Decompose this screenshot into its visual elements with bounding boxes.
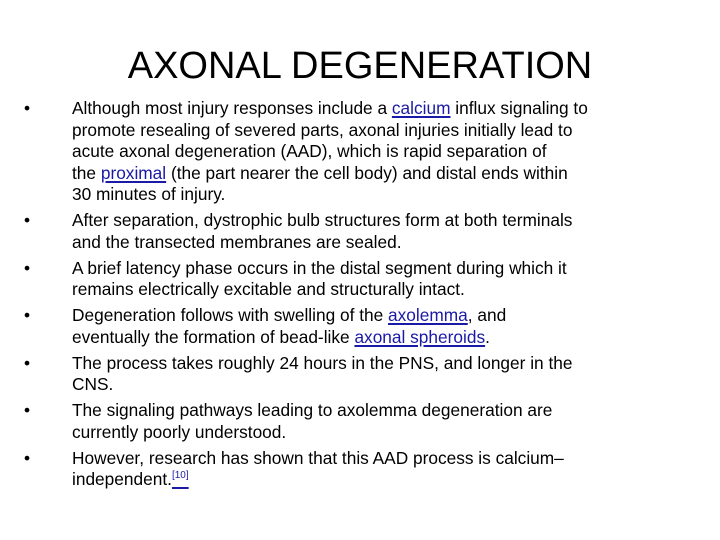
slide-title: AXONAL DEGENERATION (127, 45, 593, 87)
bullet-item (24, 258, 704, 301)
hyperlink[interactable]: proximal (100, 162, 167, 183)
text-segment: influx signaling to (450, 98, 588, 118)
bullet-line (72, 98, 704, 120)
text-segment: After separation, dystrophic bulb structures form at both terminals (72, 210, 573, 230)
bullet-list (24, 98, 704, 491)
bullet-item (24, 305, 704, 348)
text-segment: eventually the formation of bead-like (72, 326, 355, 347)
text-segment: The signaling pathways leading to axolemma degeneration are (72, 400, 553, 420)
text-segment: the (72, 162, 101, 183)
text-segment: . (485, 326, 490, 347)
text-segment: Degeneration follows with swelling of the (72, 305, 389, 325)
text-segment: 30 minutes of injury. (72, 184, 226, 204)
bullet-line (72, 120, 704, 142)
bullet-line (72, 327, 704, 349)
bullet-line (72, 353, 704, 375)
text-segment: independent. (72, 469, 172, 489)
bullet-item (24, 353, 704, 396)
hyperlink[interactable]: axolemma (388, 305, 468, 325)
bullet-icon: • (24, 400, 31, 420)
bullet-line (72, 469, 704, 491)
text-segment: , and (467, 305, 507, 325)
bullet-item (24, 400, 704, 443)
bullet-line (72, 374, 704, 396)
bullet-icon: • (24, 447, 31, 468)
text-segment: and the transected membranes are sealed. (72, 231, 402, 252)
text-segment: currently poorly understood. (72, 421, 287, 442)
bullet-line (72, 232, 704, 254)
bullet-icon: • (24, 305, 31, 325)
hyperlink[interactable]: axonal spheroids (354, 326, 486, 347)
bullet-icon: • (24, 257, 31, 278)
text-segment: acute axonal degeneration (AAD), which is rapid separation of (72, 141, 547, 161)
text-segment: remains electrically excitable and structurally intact. (72, 279, 465, 299)
bullet-line (72, 448, 704, 470)
bullet-icon: • (24, 98, 31, 118)
hyperlink[interactable]: calcium (391, 98, 451, 118)
bullet-line (72, 400, 704, 422)
citation-link[interactable]: [10] (171, 470, 189, 482)
bullet-item (24, 98, 704, 206)
text-segment: However, research has shown that this AAD process is calcium– (72, 447, 564, 468)
bullet-item (24, 448, 704, 491)
bullet-line (72, 258, 704, 280)
text-segment: Although most injury responses include a (72, 98, 392, 118)
bullet-line (72, 279, 704, 301)
text-segment: promote resealing of severed parts, axonal injuries initially lead to (72, 119, 573, 140)
bullet-icon: • (24, 352, 31, 373)
bullet-line (72, 141, 704, 163)
bullet-line (72, 422, 704, 444)
text-segment: A brief latency phase occurs in the distal segment during which it (72, 257, 567, 278)
text-segment: The process takes roughly 24 hours in the PNS, and longer in the (72, 352, 573, 373)
bullet-item (24, 210, 704, 253)
bullet-line (72, 163, 704, 185)
text-segment: (the part nearer the cell body) and distal ends within (166, 162, 568, 183)
bullet-line (72, 305, 704, 327)
bullet-icon: • (24, 210, 31, 230)
bullet-line (72, 210, 704, 232)
bullet-line (72, 184, 704, 206)
text-segment: CNS. (72, 374, 114, 394)
